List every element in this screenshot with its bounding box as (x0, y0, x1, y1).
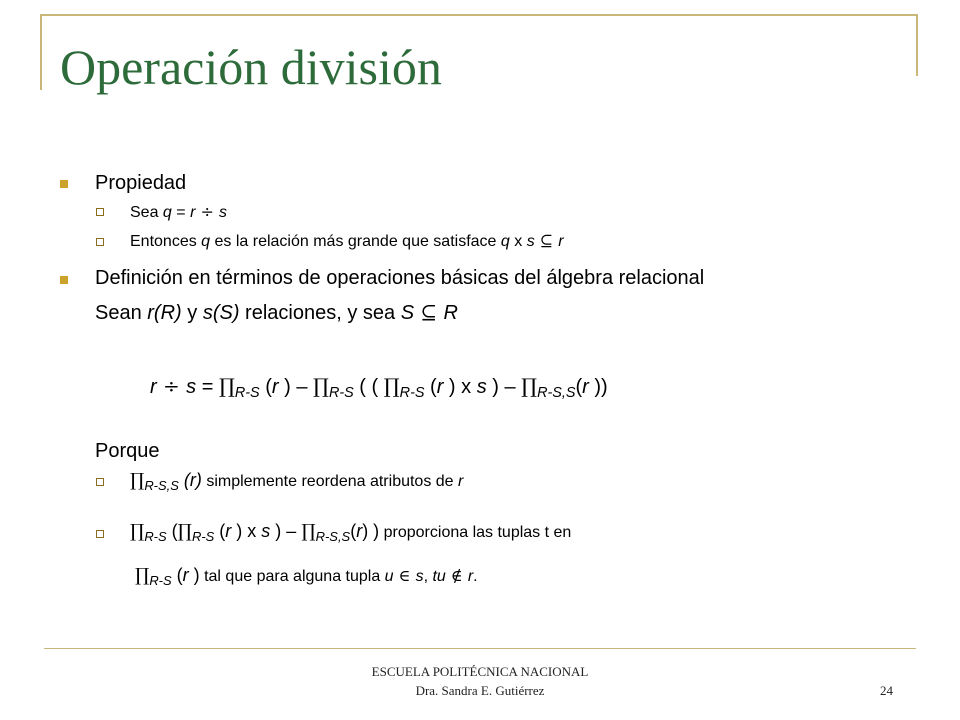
frame-left-line (40, 14, 42, 90)
sea-line: Sea q = r ÷ s (130, 202, 227, 221)
reordena-line: $\prod_{R-S,S}$ (r) simplemente reordena atributos de r (130, 470, 464, 493)
porque-label: Porque (95, 440, 160, 462)
proporciona-line: $\prod_{R-S}$ ($\prod_{R-S}$ (r ) x s ) – $\prod_{R-S,S}(r)$ ) proporciona las tuplas t en (130, 521, 572, 544)
definicion-label: Definición en términos de operaciones básicas del álgebra relacional (95, 267, 705, 289)
checkbox-bullet-icon (96, 478, 104, 486)
frame-top-line (40, 14, 918, 16)
checkbox-bullet-icon (96, 238, 104, 246)
entonces-line: Entonces q es la relación más grande que satisface q x s ⊆ r (130, 231, 564, 250)
checkbox-bullet-icon (96, 208, 104, 216)
page-number: 24 (880, 683, 893, 698)
footer-divider (44, 648, 916, 649)
bullet-icon (60, 276, 68, 284)
sean-line: Sean r(R) y s(S) relaciones, y sea S ⊆ R (95, 300, 458, 324)
tal-que-line: $\prod_{R-S}$ (r ) tal que para alguna tupla u ∈ s, tu ∉ r. (135, 565, 478, 588)
division-formula: $r \div s = \prod_{R-S}$ (r ) – $\prod_{R-S}$ ( ( $\prod_{R-S}$ (r ) x s ) – $\prod_{R-S,S}(r$ )) (150, 374, 608, 402)
slide-title: Operación división (60, 39, 442, 95)
frame-right-line (916, 14, 918, 76)
footer-institution: ESCUELA POLITÉCNICA NACIONAL (371, 664, 589, 679)
footer-author: Dra. Sandra E. Gutiérrez (415, 683, 545, 698)
bullet-icon (60, 180, 68, 188)
checkbox-bullet-icon (96, 530, 104, 538)
propiedad-label: Propiedad (95, 172, 187, 194)
